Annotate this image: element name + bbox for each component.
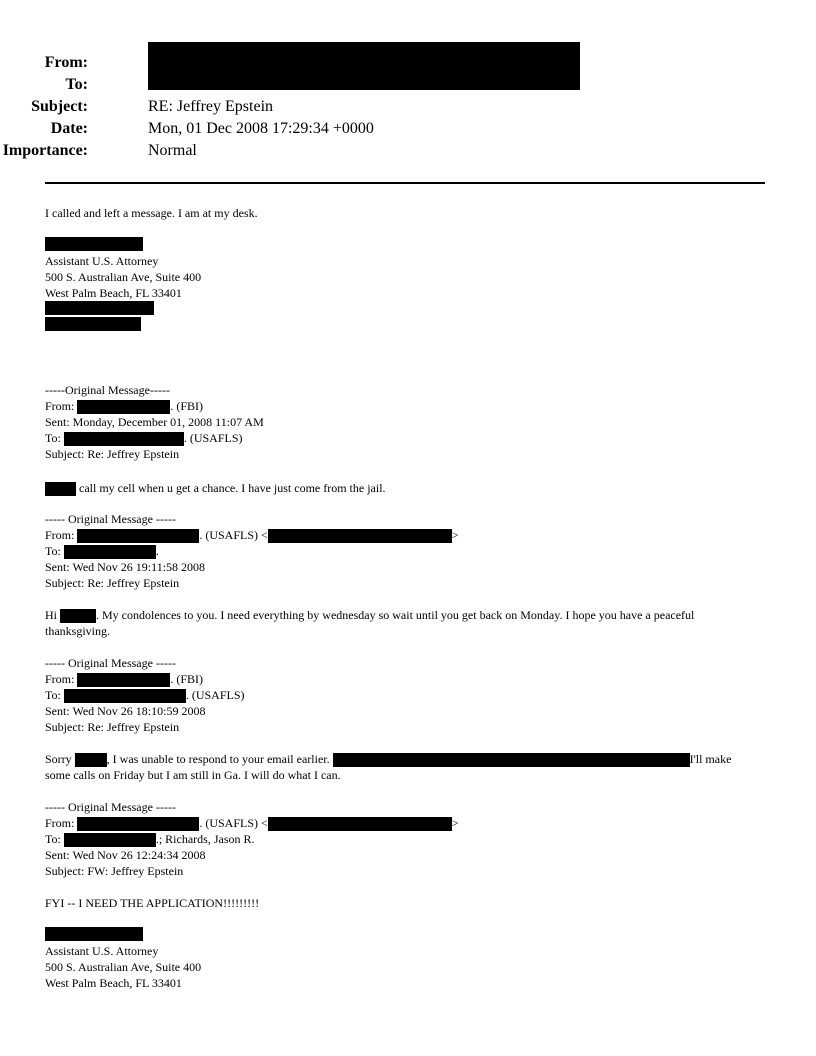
msg1-from (45, 398, 203, 414)
to-label: To: (65, 76, 88, 93)
msg2-from (45, 527, 459, 543)
from-label: From: (45, 528, 75, 542)
from-end: > (451, 528, 459, 542)
msg4-to (45, 831, 255, 847)
signature-title: Assistant U.S. Attorney (45, 254, 159, 268)
signature-address-1: 500 S. Australian Ave, Suite 400 (45, 960, 202, 974)
body-text: , I was unable to respond to your email earlier. (106, 752, 333, 766)
signature-address-2: West Palm Beach, FL 33401 (45, 976, 182, 990)
from-suffix: . (USAFLS) < (199, 528, 268, 542)
redaction (268, 529, 452, 543)
sender-name-redaction (45, 237, 143, 251)
to-suffix: . (155, 544, 159, 558)
original-message-separator: ----- Original Message ----- (45, 800, 176, 814)
msg3-from (45, 671, 203, 687)
body-text: Sorry (45, 752, 75, 766)
from-label: From: (45, 672, 75, 686)
msg2-body-line2: thanksgiving. (45, 624, 110, 638)
msg2-sent: Sent: Wed Nov 26 19:11:58 2008 (45, 560, 206, 574)
msg4-subject: Subject: FW: Jeffrey Epstein (45, 864, 184, 878)
from-suffix: . (FBI) (170, 399, 204, 413)
signature-redaction-1 (45, 301, 154, 315)
redaction (64, 833, 156, 847)
redaction (77, 817, 199, 831)
date-label: Date: (50, 120, 88, 137)
signature-redaction-2 (45, 317, 141, 331)
sender-name-redaction (45, 927, 143, 941)
msg1-sent: Sent: Monday, December 01, 2008 11:07 AM (45, 415, 264, 429)
signature-address-2: West Palm Beach, FL 33401 (45, 286, 182, 300)
signature-address-1: 500 S. Australian Ave, Suite 400 (45, 270, 202, 284)
from-label: From: (44, 54, 88, 71)
importance-label: Importance: (2, 142, 88, 159)
header-divider (45, 182, 765, 184)
header-redaction (148, 42, 580, 90)
msg2-body (45, 607, 694, 623)
from-end: > (451, 816, 459, 830)
subject-label: Subject: (31, 98, 88, 115)
msg2-subject: Subject: Re: Jeffrey Epstein (45, 576, 180, 590)
redaction (64, 689, 186, 703)
msg3-to (45, 687, 245, 703)
msg1-to (45, 430, 243, 446)
msg4-body: FYI -- I NEED THE APPLICATION!!!!!!!!! (45, 896, 260, 910)
to-label: To: (45, 688, 61, 702)
importance-value: Normal (148, 142, 197, 159)
msg3-body (45, 751, 731, 767)
body-text: I'll make (689, 752, 732, 766)
msg3-sent: Sent: Wed Nov 26 18:10:59 2008 (45, 704, 206, 718)
redaction (77, 529, 199, 543)
redaction (75, 753, 107, 767)
to-suffix: .; Richards, Jason R. (155, 832, 255, 846)
original-message-separator: ----- Original Message ----- (45, 512, 176, 526)
to-suffix: . (USAFLS) (183, 431, 243, 445)
to-label: To: (45, 832, 61, 846)
redaction (77, 400, 170, 414)
msg1-body (45, 480, 386, 496)
to-suffix: . (USAFLS) (185, 688, 245, 702)
to-label: To: (45, 431, 61, 445)
from-suffix: . (FBI) (170, 672, 204, 686)
body-text: Hi (45, 608, 60, 622)
msg1-body-text: call my cell when u get a chance. I have just come from the jail. (76, 481, 386, 495)
subject-value: RE: Jeffrey Epstein (148, 98, 274, 115)
from-label: From: (45, 399, 75, 413)
redaction (45, 482, 76, 496)
original-message-separator: ----- Original Message ----- (45, 656, 176, 670)
from-suffix: . (USAFLS) < (199, 816, 268, 830)
from-label: From: (45, 816, 75, 830)
msg1-subject: Subject: Re: Jeffrey Epstein (45, 447, 180, 461)
msg3-body-line2: some calls on Friday but I am still in Ga. I will do what I can. (45, 768, 341, 782)
msg4-sent: Sent: Wed Nov 26 12:24:34 2008 (45, 848, 206, 862)
redaction (60, 609, 96, 623)
msg3-subject: Subject: Re: Jeffrey Epstein (45, 720, 180, 734)
redaction (268, 817, 452, 831)
redaction (77, 673, 170, 687)
redaction (64, 432, 184, 446)
to-label: To: (45, 544, 61, 558)
reply-text: I called and left a message. I am at my desk. (45, 206, 258, 220)
msg2-to (45, 543, 159, 559)
date-value: Mon, 01 Dec 2008 17:29:34 +0000 (148, 120, 374, 137)
redaction (333, 753, 690, 767)
body-text: . My condolences to you. I need everything by wednesday so wait until you get back on Monday. I hope you have a peaceful (96, 608, 695, 622)
signature-title: Assistant U.S. Attorney (45, 944, 159, 958)
msg4-from (45, 815, 459, 831)
redaction (64, 545, 156, 559)
original-message-separator: -----Original Message----- (45, 383, 170, 397)
